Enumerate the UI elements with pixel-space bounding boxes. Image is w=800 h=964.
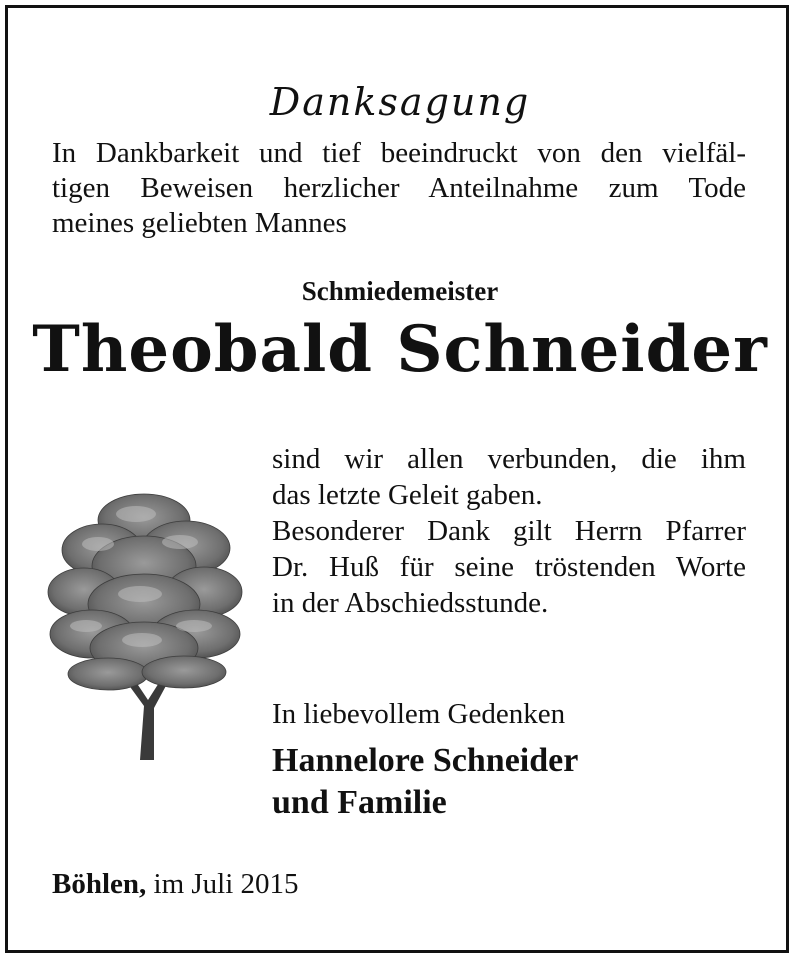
family-line: und Familie xyxy=(272,784,447,821)
family-signature xyxy=(272,740,578,824)
paragraph-line: Dr. Huß für seine tröstenden Worte xyxy=(272,551,746,583)
paragraph-line: das letzte Geleit gaben. xyxy=(272,479,543,511)
intro-line: In Dankbarkeit und tief beeindruckt von den vielfäl- xyxy=(52,137,746,169)
date: im Juli 2015 xyxy=(153,868,299,900)
deceased-name: Theobald Schneider xyxy=(32,312,768,387)
thanks-paragraph xyxy=(272,441,746,513)
paragraph-line: in der Abschiedsstunde. xyxy=(272,587,549,619)
deceased-title: Schmiedemeister xyxy=(301,276,499,306)
paragraph-line: sind wir allen verbunden, die ihm xyxy=(272,443,746,475)
place: Böhlen, xyxy=(52,868,147,900)
memory-line: In liebevollem Gedenken xyxy=(272,698,566,730)
place-date xyxy=(52,868,299,901)
intro-line: tigen Beweisen herzlicher Anteilnahme zum Tode xyxy=(52,172,746,204)
tree-icon xyxy=(44,488,244,760)
intro-text xyxy=(52,136,746,241)
paragraph-line: Besonderer Dank gilt Herrn Pfarrer xyxy=(272,515,746,547)
intro-line: meines geliebten Mannes xyxy=(52,207,347,239)
family-line: Hannelore Schneider xyxy=(272,742,579,779)
pastor-thanks-paragraph xyxy=(272,513,746,621)
heading: Danksagung xyxy=(269,80,531,124)
